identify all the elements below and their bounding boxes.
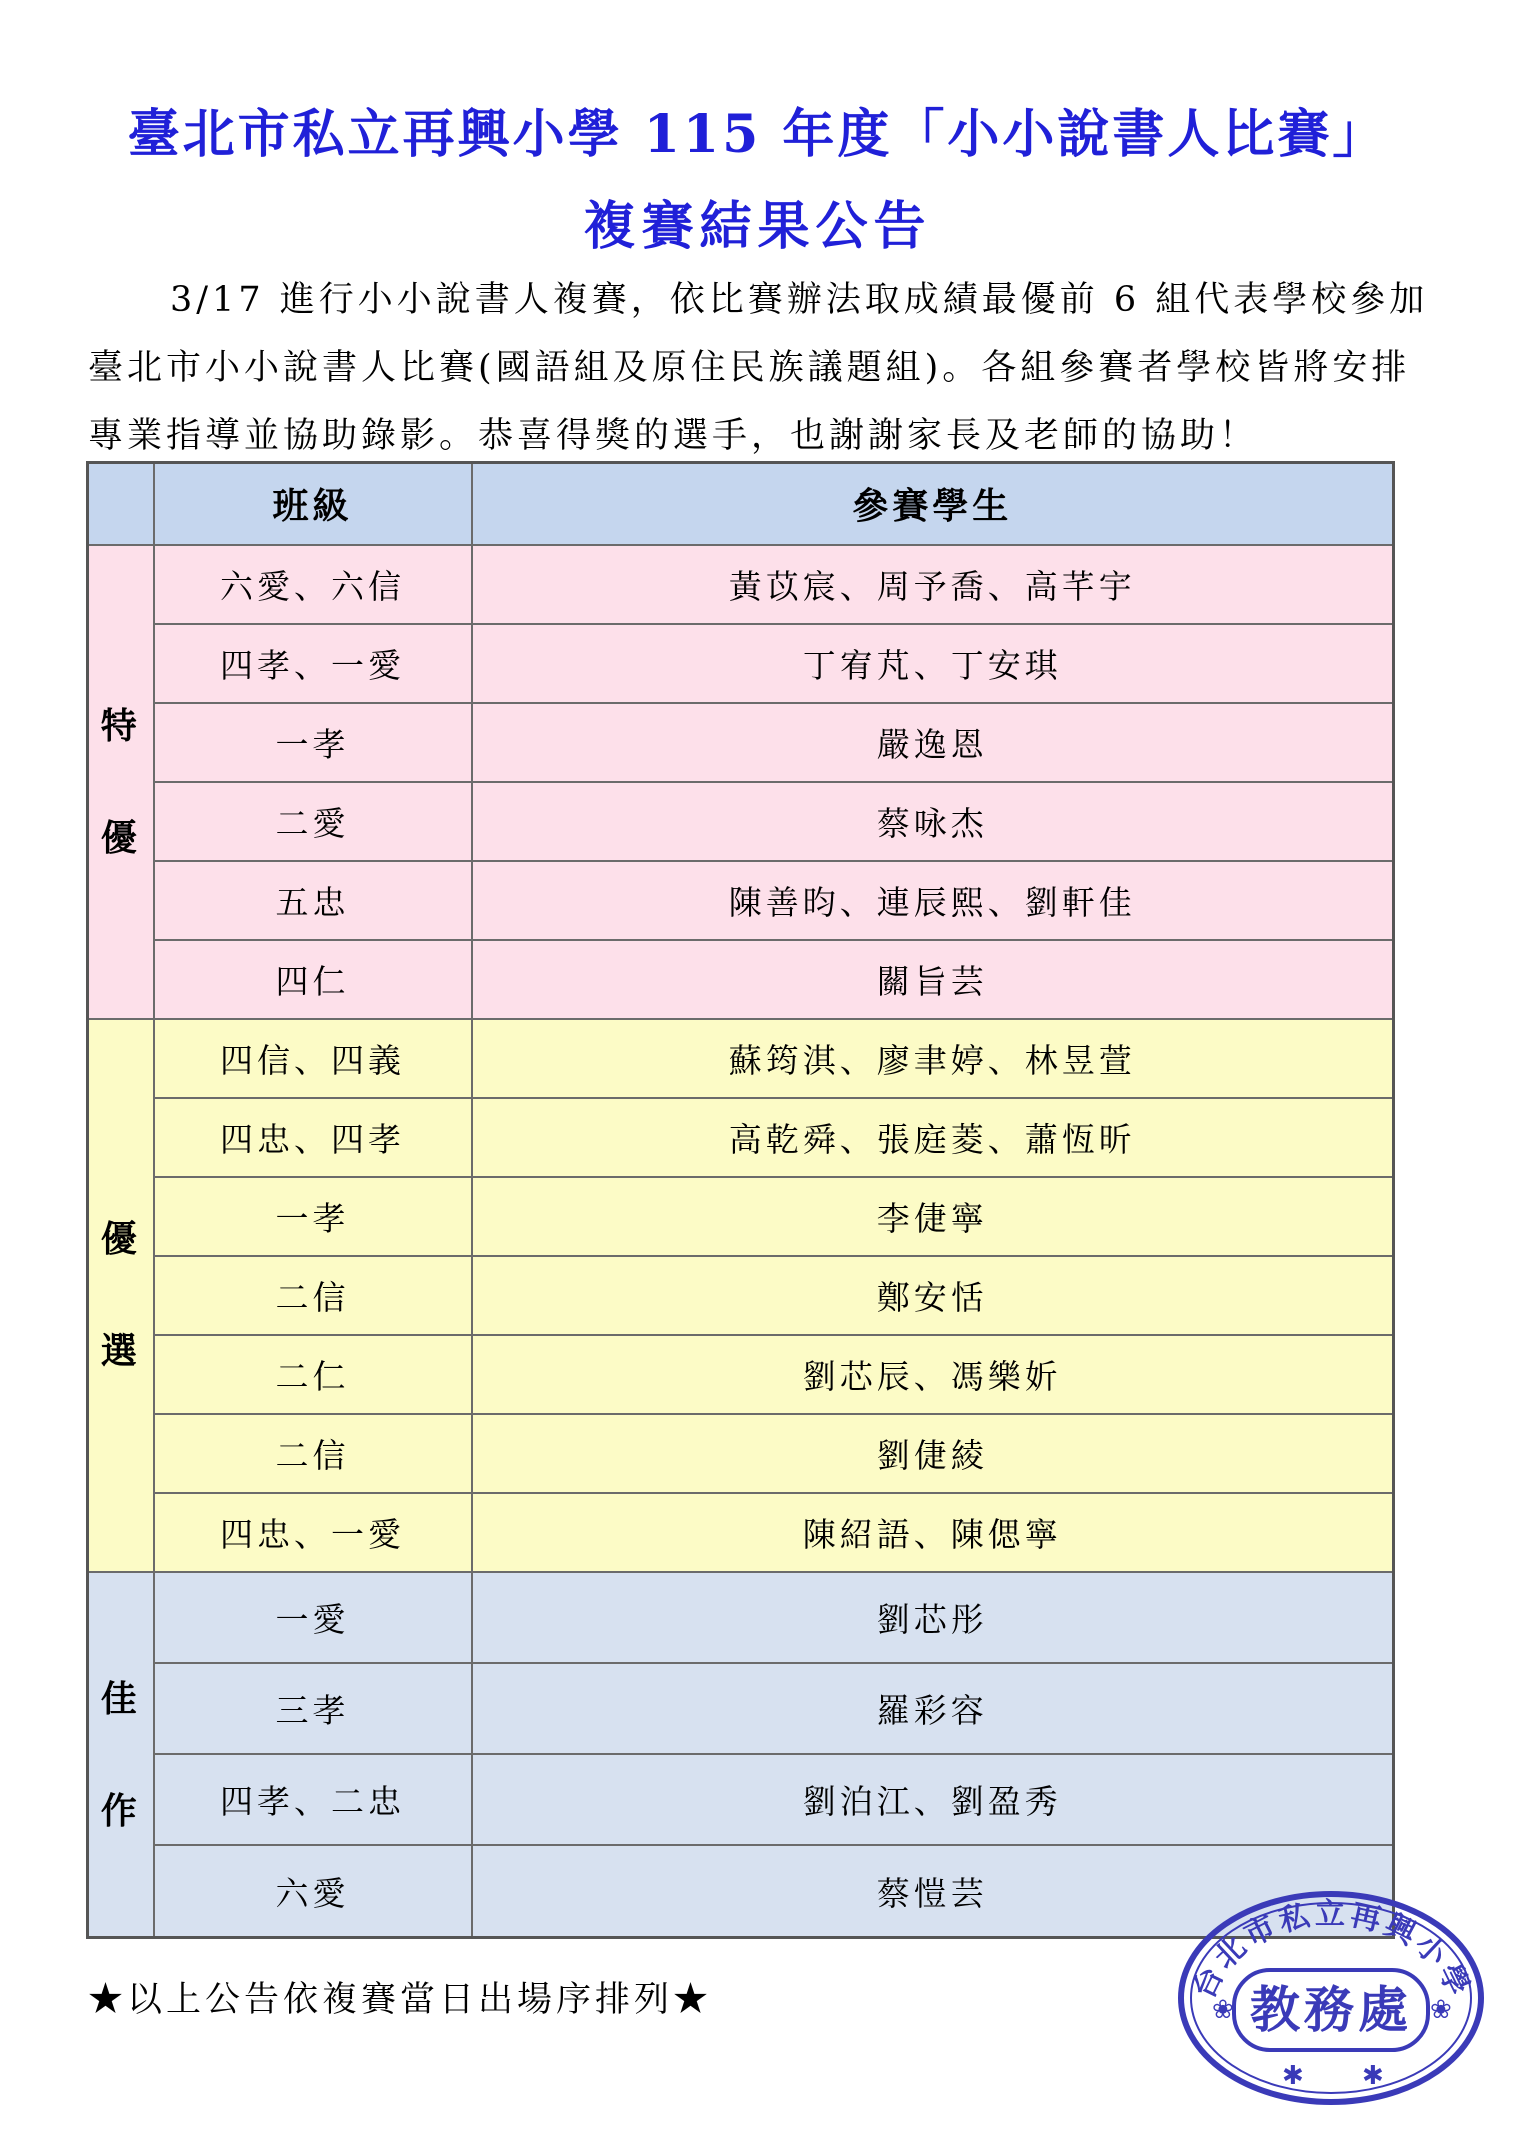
table-row [88,1335,1394,1414]
intro-line-3: 專業指導並協助錄影。恭喜得獎的選手，也謝謝家長及老師的協助！ [88,416,1259,456]
class-cell: 二信 [154,1414,472,1493]
svg-text:✱: ✱ [1362,2061,1384,2091]
table-row [88,545,1394,624]
students-cell: 劉倢綾 [472,1414,1394,1493]
table-row [88,940,1394,1019]
footer-note: ★以上公告依複賽當日出場序排列★ [88,1980,713,2020]
table-row [88,1754,1394,1845]
students-cell: 劉芯彤 [472,1572,1394,1663]
class-cell: 六愛 [154,1845,472,1937]
award-category-char: 佳 [100,1677,141,1720]
students-cell: 蔡咏杰 [472,782,1394,861]
header-students: 參賽學生 [472,463,1394,545]
table-row [88,861,1394,940]
award-category-cell [88,1019,154,1572]
students-cell: 劉芯辰、馮樂妡 [472,1335,1394,1414]
svg-text:❀: ❀ [1212,1995,1234,2025]
award-category-cell [88,1572,154,1937]
header-category [88,463,154,545]
class-cell: 四仁 [154,940,472,1019]
students-cell: 陳紹語、陳偲寧 [472,1493,1394,1572]
award-category-char: 優 [100,1218,141,1261]
table-row [88,1572,1394,1663]
class-cell: 一孝 [154,703,472,782]
table-row [88,782,1394,861]
students-cell: 關旨芸 [472,940,1394,1019]
class-cell: 四忠、四孝 [154,1098,472,1177]
students-cell: 嚴逸恩 [472,703,1394,782]
results-table [86,461,1395,1939]
award-category-char: 優 [100,816,141,859]
students-cell: 羅彩容 [472,1663,1394,1754]
class-cell: 二仁 [154,1335,472,1414]
class-cell: 一愛 [154,1572,472,1663]
table-row [88,1256,1394,1335]
class-cell: 六愛、六信 [154,545,472,624]
class-cell: 一孝 [154,1177,472,1256]
students-cell: 蔡愷芸 [472,1845,1394,1937]
svg-text:台北市私立再興小學: 台北市私立再興小學 [1186,1897,1478,2005]
class-cell: 二信 [154,1256,472,1335]
award-category-char: 選 [100,1330,141,1373]
award-category-cell [88,545,154,1019]
table-row [88,1098,1394,1177]
table-row [88,1019,1394,1098]
class-cell: 五忠 [154,861,472,940]
table-row [88,1663,1394,1754]
table-row [88,624,1394,703]
table-body [88,545,1394,1938]
students-cell: 黃苡宸、周予喬、高芊宇 [472,545,1394,624]
students-cell: 丁宥芃、丁安琪 [472,624,1394,703]
class-cell: 四孝、二忠 [154,1754,472,1845]
students-cell: 蘇筠淇、廖聿婷、林昱萱 [472,1019,1394,1098]
students-cell: 鄭安恬 [472,1256,1394,1335]
students-cell: 陳善昀、連辰熙、劉軒佳 [472,861,1394,940]
table-row [88,703,1394,782]
class-cell: 四孝、一愛 [154,624,472,703]
table-row [88,1177,1394,1256]
intro-line-1: 3/17 進行小小說書人複賽，依比賽辦法取成績最優前 6 組代表學校參加 [170,280,1429,320]
class-cell: 三孝 [154,1663,472,1754]
class-cell: 四信、四義 [154,1019,472,1098]
intro-line-2: 臺北市小小說書人比賽(國語組及原住民族議題組)。各組參賽者學校皆將安排 [88,348,1411,388]
svg-text:❀: ❀ [1430,1995,1452,2025]
header-class: 班級 [154,463,472,545]
students-cell: 高乾舜、張庭菱、蕭恆昕 [472,1098,1394,1177]
office-seal-stamp [1172,1888,1490,2106]
students-cell: 李倢寧 [472,1177,1394,1256]
announcement-title: 臺北市私立再興小學 115 年度「小小說書人比賽」 [127,104,1388,165]
announcement-subtitle: 複賽結果公告 [583,196,932,257]
table-header-row [88,463,1394,545]
class-cell: 二愛 [154,782,472,861]
svg-text:教務處: 教務處 [1250,1980,1412,2039]
table-row [88,1493,1394,1572]
svg-text:✱: ✱ [1282,2061,1304,2091]
table-row [88,1414,1394,1493]
class-cell: 四忠、一愛 [154,1493,472,1572]
award-category-char: 作 [100,1789,141,1832]
award-category-char: 特 [100,704,141,747]
students-cell: 劉泊江、劉盈秀 [472,1754,1394,1845]
